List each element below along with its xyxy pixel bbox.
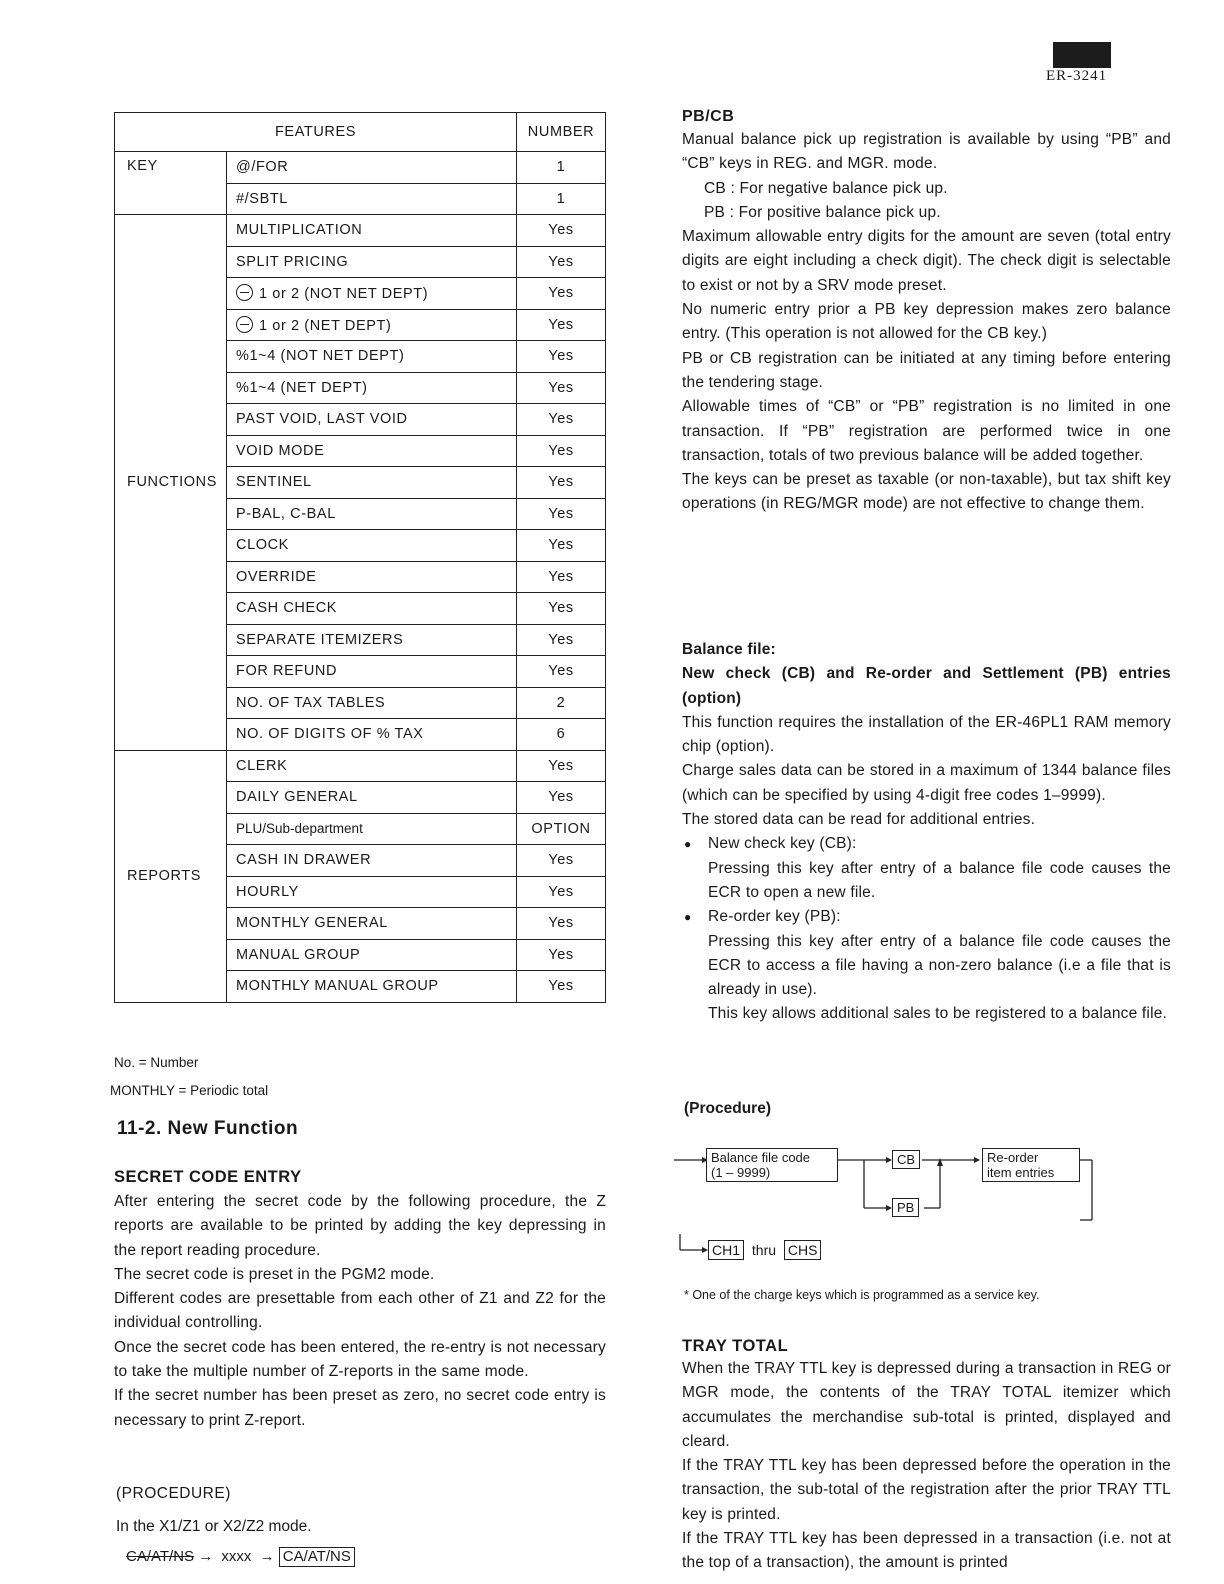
number-cell: Yes <box>517 971 606 1003</box>
number-cell: 2 <box>517 687 606 719</box>
paragraph: When the TRAY TTL key is depressed during a transaction in REG or MGR mode, the contents of the TRAY TOTAL itemizer which accumulates the merchandise sub-total is printed, displayed and cleard. <box>682 1360 1171 1450</box>
number-cell: 1 <box>517 183 606 215</box>
flow-thru: thru <box>751 1242 777 1258</box>
paragraph: PB : For positive balance pick up. <box>704 203 941 221</box>
feature-cell: CLOCK <box>227 530 517 562</box>
balance-file-subtitle: New check (CB) and Re-order and Settlement (PB) entries (option) <box>682 665 1171 707</box>
feature-cell: #/SBTL <box>227 183 517 215</box>
secret-code-body <box>114 1190 606 1433</box>
balance-file-title: Balance file: <box>682 641 776 658</box>
model-number: ER-3241 <box>1046 68 1108 84</box>
arrow-icon: → <box>259 1548 275 1565</box>
table-note-number: No. = Number <box>114 1055 199 1070</box>
number-cell: Yes <box>517 561 606 593</box>
paragraph: The keys can be preset as taxable (or non-taxable), but tax shift key operations (in REG/MGR mode) are not effective to change them. <box>682 471 1171 513</box>
tray-total-title: TRAY TOTAL <box>682 1337 789 1355</box>
struck-key-label: CA/AT/NS <box>126 1548 195 1565</box>
number-cell: Yes <box>517 341 606 373</box>
minus-circle-icon <box>236 316 253 333</box>
number-cell: Yes <box>517 498 606 530</box>
paragraph: The secret code is preset in the PGM2 mode. <box>114 1265 435 1283</box>
number-cell: Yes <box>517 593 606 625</box>
number-cell: Yes <box>517 215 606 247</box>
feature-cell: HOURLY <box>227 876 517 908</box>
feature-cell: VOID MODE <box>227 435 517 467</box>
number-cell: 6 <box>517 719 606 751</box>
paragraph: No numeric entry prior a PB key depression makes zero balance entry. (This operation is not allowed for the CB key.) <box>682 301 1171 343</box>
number-cell: Yes <box>517 530 606 562</box>
procedure-label-right: (Procedure) <box>684 1100 771 1117</box>
flow-cb-key: CB <box>892 1150 920 1169</box>
secret-code-placeholder: xxxx <box>221 1548 252 1565</box>
minus-circle-icon <box>236 284 253 301</box>
flow-label: (1 – 9999) <box>711 1165 771 1180</box>
feature-cell <box>227 278 517 310</box>
feature-cell: %1~4 (NOT NET DEPT) <box>227 341 517 373</box>
feature-cell: MANUAL GROUP <box>227 939 517 971</box>
number-cell: Yes <box>517 845 606 877</box>
balance-file-body <box>682 638 1171 1027</box>
feature-text: 1 or 2 (NET DEPT) <box>259 317 392 334</box>
bullet-item: ● Re-order key (PB): <box>682 905 1171 929</box>
number-cell: Yes <box>517 404 606 436</box>
number-cell: 1 <box>517 152 606 184</box>
features-header: FEATURES <box>115 113 517 152</box>
flow-charge-keys <box>708 1240 821 1260</box>
number-cell: Yes <box>517 782 606 814</box>
table-row <box>115 750 606 782</box>
group-key: KEY <box>115 152 227 215</box>
number-cell: Yes <box>517 309 606 341</box>
table-note-monthly: MONTHLY = Periodic total <box>110 1083 269 1098</box>
arrow-icon: → <box>198 1548 214 1565</box>
feature-cell: CASH IN DRAWER <box>227 845 517 877</box>
paragraph: If the secret number has been preset as zero, no secret code entry is necessary to print Z-report. <box>114 1387 606 1429</box>
ca-at-ns-key: CA/AT/NS <box>279 1547 355 1567</box>
flow-label: Balance file code <box>711 1150 811 1165</box>
feature-cell: SENTINEL <box>227 467 517 499</box>
feature-cell: PAST VOID, LAST VOID <box>227 404 517 436</box>
number-cell: Yes <box>517 624 606 656</box>
number-cell: Yes <box>517 908 606 940</box>
paragraph: After entering the secret code by the following procedure, the Z reports are available to be printed by adding the key depressing in the report reading procedure. <box>114 1193 606 1259</box>
paragraph: Different codes are presettable from each other of Z1 and Z2 for the individual controlling. <box>114 1290 606 1332</box>
number-cell: Yes <box>517 656 606 688</box>
feature-cell: CASH CHECK <box>227 593 517 625</box>
number-cell: Yes <box>517 246 606 278</box>
paragraph: Pressing this key after entry of a balance file code causes the ECR to access a file having a non-zero balance (i.e a file that is already in use). <box>708 932 1171 999</box>
paragraph: If the TRAY TTL key has been depressed in a transaction (i.e. not at the top of a transaction), the amount is printed <box>682 1530 1171 1572</box>
secret-code-title: SECRET CODE ENTRY <box>114 1168 302 1186</box>
chs-key: CHS <box>784 1240 822 1260</box>
table-header-row <box>115 113 606 152</box>
paragraph: This key allows additional sales to be registered to a balance file. <box>708 1005 1168 1023</box>
table-row <box>115 152 606 184</box>
group-functions: FUNCTIONS <box>115 215 227 751</box>
procedure-sequence <box>126 1547 355 1567</box>
feature-text: 1 or 2 (NOT NET DEPT) <box>259 286 429 303</box>
paragraph: CB : For negative balance pick up. <box>704 179 948 197</box>
paragraph: Once the secret code has been entered, the re-entry is not necessary to take the multiple number of Z-reports in the same mode. <box>114 1338 606 1381</box>
procedure-mode: In the X1/Z1 or X2/Z2 mode. <box>116 1518 312 1535</box>
number-header: NUMBER <box>517 113 606 152</box>
ch1-key: CH1 <box>708 1240 744 1260</box>
number-cell: OPTION <box>517 813 606 845</box>
number-cell: Yes <box>517 278 606 310</box>
feature-cell: OVERRIDE <box>227 561 517 593</box>
pbcb-title: PB/CB <box>682 108 735 125</box>
bullet-item: ● New check key (CB): <box>682 832 1171 856</box>
procedure-label: (PROCEDURE) <box>116 1485 231 1502</box>
feature-cell: NO. OF TAX TABLES <box>227 687 517 719</box>
feature-cell <box>227 309 517 341</box>
feature-cell: PLU/Sub-department <box>227 813 517 845</box>
feature-cell: NO. OF DIGITS OF % TAX <box>227 719 517 751</box>
paragraph: Charge sales data can be stored in a maximum of 1344 balance files (which can be specified by using 4-digit free codes 1–9999). <box>682 762 1171 804</box>
feature-cell: P-BAL, C-BAL <box>227 498 517 530</box>
tray-total-body <box>682 1357 1171 1576</box>
feature-cell: SEPARATE ITEMIZERS <box>227 624 517 656</box>
group-reports: REPORTS <box>115 750 227 1002</box>
table-row <box>115 215 606 247</box>
flow-label: item entries <box>987 1165 1055 1180</box>
feature-cell: DAILY GENERAL <box>227 782 517 814</box>
feature-cell: %1~4 (NET DEPT) <box>227 372 517 404</box>
paragraph: Allowable times of “CB” or “PB” registration is no limited in one transaction. If “PB” registration are performed twice in one transaction, totals of two previous balance will be added together. <box>682 398 1171 464</box>
feature-cell: CLERK <box>227 750 517 782</box>
flow-balance-code-box <box>706 1148 838 1182</box>
paragraph: Pressing this key after entry of a balance file code causes the ECR to open a new file. <box>708 859 1171 901</box>
number-cell: Yes <box>517 467 606 499</box>
number-cell: Yes <box>517 876 606 908</box>
feature-cell: MULTIPLICATION <box>227 215 517 247</box>
pbcb-body <box>682 128 1171 517</box>
number-cell: Yes <box>517 372 606 404</box>
paragraph: Maximum allowable entry digits for the amount are seven (total entry digits are eight including a check digit). The check digit is selectable to exist or not by a SRV mode preset. <box>682 228 1171 294</box>
feature-cell: MONTHLY GENERAL <box>227 908 517 940</box>
features-table <box>114 112 606 1003</box>
feature-cell: SPLIT PRICING <box>227 246 517 278</box>
brand-logo <box>1053 42 1111 68</box>
feature-cell: FOR REFUND <box>227 656 517 688</box>
section-title: 11-2. New Function <box>117 1118 299 1139</box>
paragraph: This function requires the installation of the ER-46PL1 RAM memory chip (option). <box>682 713 1171 756</box>
feature-cell: MONTHLY MANUAL GROUP <box>227 971 517 1003</box>
procedure-flow-diagram <box>672 1140 1112 1280</box>
flow-reorder-box <box>982 1148 1080 1182</box>
number-cell: Yes <box>517 939 606 971</box>
paragraph: If the TRAY TTL key has been depressed before the operation in the transaction, the sub-total of the registration after the prior TRAY TTL key is printed. <box>682 1457 1171 1523</box>
paragraph: PB or CB registration can be initiated at any timing before entering the tendering stage. <box>682 349 1171 391</box>
flow-footnote: * One of the charge keys which is programmed as a service key. <box>684 1288 1040 1302</box>
number-cell: Yes <box>517 435 606 467</box>
paragraph: The stored data can be read for additional entries. <box>682 811 1036 829</box>
flow-label: Re-order <box>987 1150 1039 1165</box>
paragraph: Manual balance pick up registration is available by using “PB” and “CB” keys in REG. and MGR. mode. <box>682 131 1171 173</box>
number-cell: Yes <box>517 750 606 782</box>
flow-pb-key: PB <box>892 1198 919 1217</box>
feature-cell: @/FOR <box>227 152 517 184</box>
